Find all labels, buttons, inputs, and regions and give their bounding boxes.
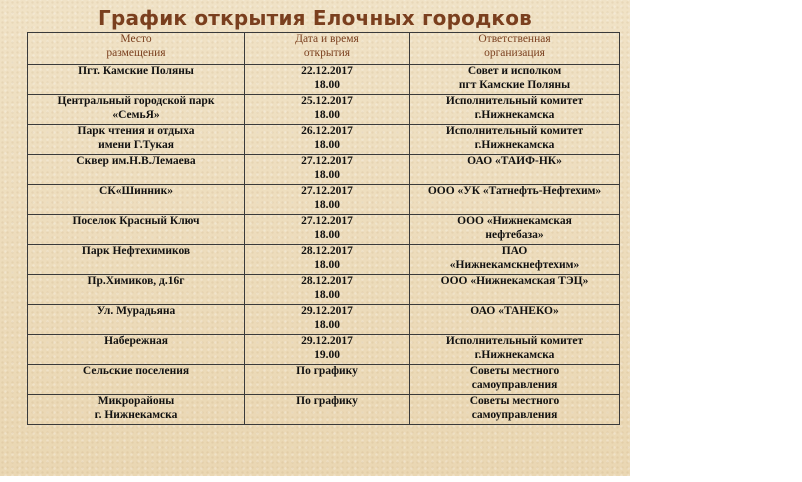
cell-place: Пгт. Камские Поляны xyxy=(28,65,245,95)
cell-organization: Исполнительный комитет г.Нижнекамска xyxy=(410,95,620,125)
cell-date: 29.12.2017 18.00 xyxy=(245,305,410,335)
table-row xyxy=(28,95,620,125)
cell-date: 22.12.2017 18.00 xyxy=(245,65,410,95)
cell-place: Парк чтения и отдыха имени Г.Тукая xyxy=(28,125,245,155)
table-row xyxy=(28,185,620,215)
cell-organization: ООО «УК «Татнефть-Нефтехим» xyxy=(410,185,620,215)
cell-place: Парк Нефтехимиков xyxy=(28,245,245,275)
table-row xyxy=(28,305,620,335)
cell-organization: Советы местного самоуправления xyxy=(410,395,620,425)
cell-place: Сельские поселения xyxy=(28,365,245,395)
cell-date: По графику xyxy=(245,365,410,395)
cell-place: Ул. Мурадьяна xyxy=(28,305,245,335)
cell-organization: ООО «Нижнекамская ТЭЦ» xyxy=(410,275,620,305)
cell-organization: ПАО «Нижнекамскнефтехим» xyxy=(410,245,620,275)
table-header-row xyxy=(28,33,620,65)
cell-place: Центральный городской парк «СемьЯ» xyxy=(28,95,245,125)
table-row xyxy=(28,245,620,275)
table-row xyxy=(28,125,620,155)
cell-date: По графику xyxy=(245,395,410,425)
cell-place: Пр.Химиков, д.16г xyxy=(28,275,245,305)
table-row xyxy=(28,395,620,425)
cell-organization: Советы местного самоуправления xyxy=(410,365,620,395)
cell-date: 28.12.2017 18.00 xyxy=(245,245,410,275)
table-row xyxy=(28,65,620,95)
table-row xyxy=(28,365,620,395)
cell-date: 25.12.2017 18.00 xyxy=(245,95,410,125)
table-row xyxy=(28,155,620,185)
cell-date: 29.12.2017 19.00 xyxy=(245,335,410,365)
cell-organization: ООО «Нижнекамская нефтебаза» xyxy=(410,215,620,245)
page-title: График открытия Елочных городков xyxy=(98,6,532,30)
cell-date: 27.12.2017 18.00 xyxy=(245,155,410,185)
table-row xyxy=(28,275,620,305)
cell-place: Набережная xyxy=(28,335,245,365)
header-place: Место размещения xyxy=(28,33,245,65)
cell-place: Микрорайоны г. Нижнекамска xyxy=(28,395,245,425)
cell-organization: Совет и исполком пгт Камские Поляны xyxy=(410,65,620,95)
header-organization: Ответственная организация xyxy=(410,33,620,65)
table-row xyxy=(28,335,620,365)
cell-date: 27.12.2017 18.00 xyxy=(245,185,410,215)
cell-organization: ОАО «ТАИФ-НК» xyxy=(410,155,620,185)
cell-date: 28.12.2017 18.00 xyxy=(245,275,410,305)
schedule-table xyxy=(27,32,620,425)
cell-place: Поселок Красный Ключ xyxy=(28,215,245,245)
cell-place: Сквер им.Н.В.Лемаева xyxy=(28,155,245,185)
table-row xyxy=(28,215,620,245)
header-date: Дата и время открытия xyxy=(245,33,410,65)
cell-organization: ОАО «ТАНЕКО» xyxy=(410,305,620,335)
cell-organization: Исполнительный комитет г.Нижнекамска xyxy=(410,335,620,365)
cell-date: 26.12.2017 18.00 xyxy=(245,125,410,155)
cell-place: СК«Шинник» xyxy=(28,185,245,215)
cell-organization: Исполнительный комитет г.Нижнекамска xyxy=(410,125,620,155)
cell-date: 27.12.2017 18.00 xyxy=(245,215,410,245)
